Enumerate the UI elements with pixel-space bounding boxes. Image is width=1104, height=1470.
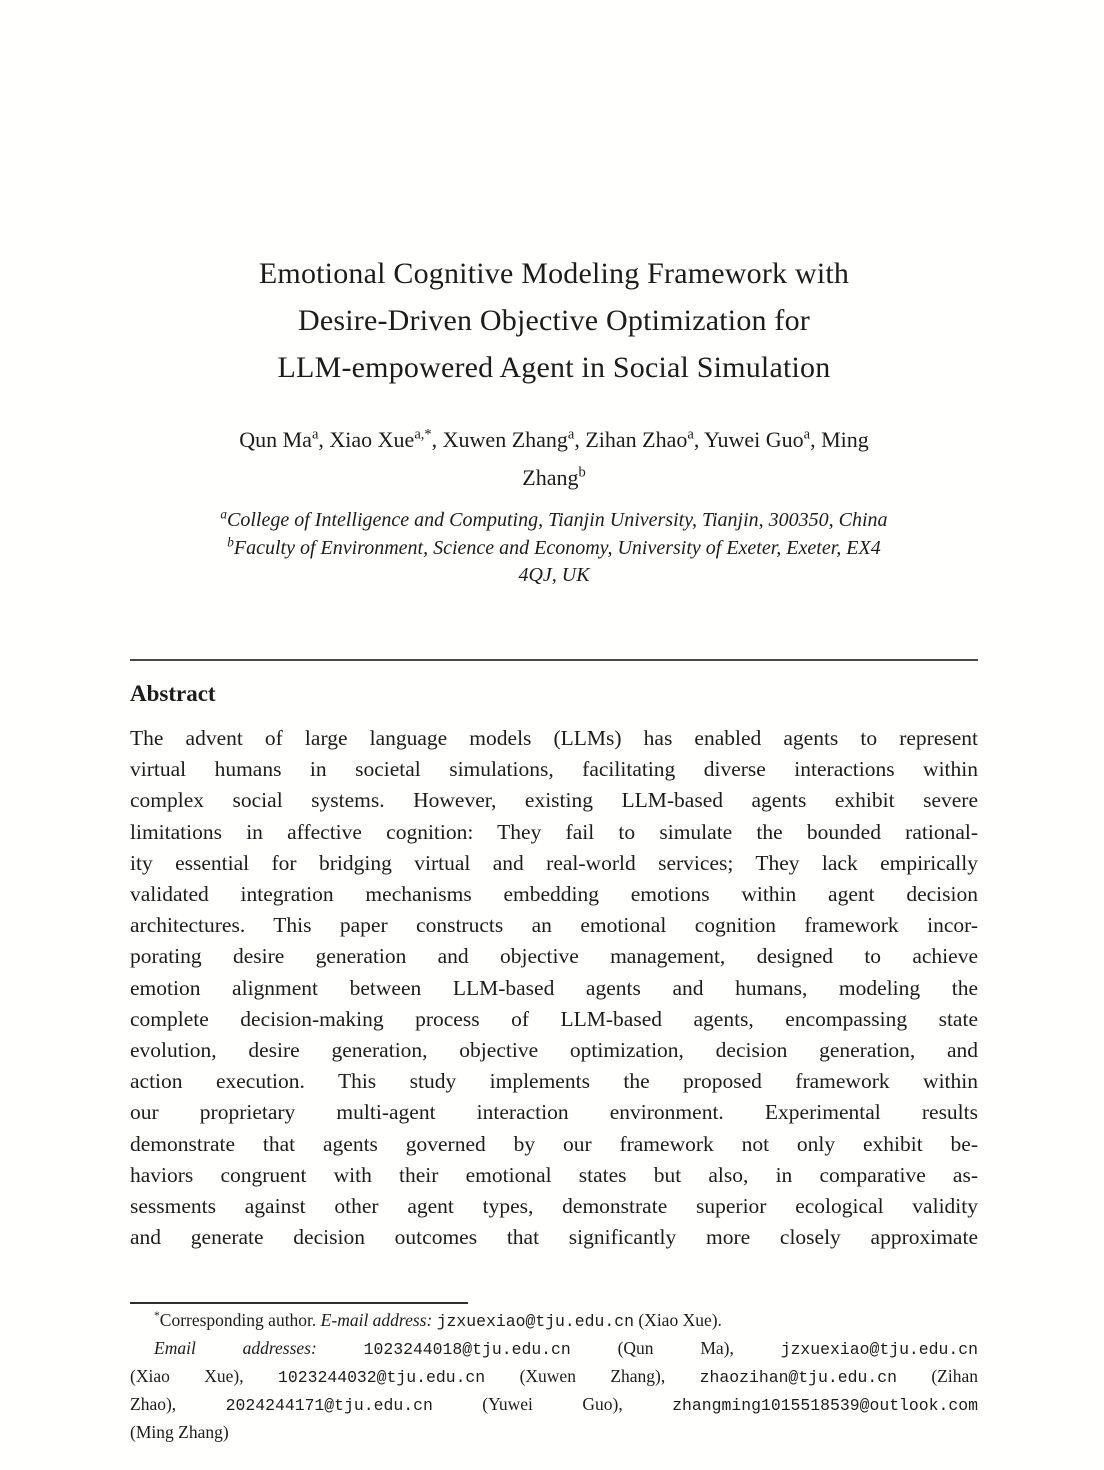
email-text: jzxuexiao@tju.edu.cn <box>436 1312 634 1331</box>
text-segment: a <box>803 426 811 443</box>
footnote-line <box>130 1335 978 1363</box>
email-text: 1023244018@tju.edu.cn <box>363 1340 571 1359</box>
text-segment: , Xiao Xue <box>318 427 415 452</box>
text-segment: b <box>578 464 586 481</box>
text-segment: and generate decision outcomes that significantly more closely approximate <box>130 1225 978 1250</box>
text-segment: (Zihan <box>896 1366 979 1386</box>
abstract-line <box>130 973 978 1004</box>
abstract-line <box>130 1097 978 1128</box>
abstract-line <box>130 879 978 910</box>
text-segment: architectures. This paper constructs an emotional cognition framework incor- <box>130 913 978 938</box>
text-segment: Zhao), <box>130 1394 226 1414</box>
author-line <box>130 459 978 497</box>
text-segment: a <box>220 506 228 522</box>
text-segment: virtual humans in societal simulations, facilitating diverse interactions within <box>130 757 978 782</box>
text-segment: Faculty of Environment, Science and Economy, University of Exeter, Exeter, EX4 <box>233 536 881 559</box>
text-segment: haviors congruent with their emotional states but also, in comparative as- <box>130 1162 978 1187</box>
email-text: 1023244032@tju.edu.cn <box>278 1368 486 1387</box>
text-segment: Corresponding author. <box>159 1310 321 1330</box>
text-segment: limitations in affective cognition: They fail to simulate the bounded rational- <box>130 819 978 844</box>
text-segment: * <box>154 1310 160 1323</box>
footnote-line <box>130 1307 978 1335</box>
text-segment: (Qun Ma), <box>570 1338 781 1358</box>
abstract-line <box>130 1160 978 1191</box>
text-segment: 4QJ, UK <box>518 564 590 586</box>
text-segment: The advent of large language models (LLMs) has enabled agents to represent <box>130 726 978 750</box>
text-segment: porating desire generation and objective management, designed to achieve <box>130 944 978 969</box>
text-segment: , Yuwei Guo <box>693 427 804 452</box>
text-segment: College of Intelligence and Computing, Tianjin University, Tianjin, 300350, China <box>227 509 888 531</box>
text-segment: complete decision-making process of LLM-based agents, encompassing state <box>130 1006 978 1031</box>
text-segment: Zhang <box>522 465 579 490</box>
text-segment: emotion alignment between LLM-based agents and humans, modeling the <box>130 975 978 1000</box>
text-segment: E-mail address: <box>320 1310 437 1330</box>
abstract-text <box>130 723 978 1253</box>
email-text: jzxuexiao@tju.edu.cn <box>780 1340 978 1359</box>
corresponding-author-footnote <box>130 1307 978 1446</box>
affiliation-list <box>130 507 978 590</box>
abstract-line <box>130 754 978 785</box>
text-segment: action execution. This study implements the proposed framework within <box>130 1069 978 1094</box>
text-segment: demonstrate that agents governed by our framework not only exhibit be- <box>130 1131 978 1156</box>
abstract-line <box>130 723 978 754</box>
text-segment: Email addresses: <box>154 1338 364 1358</box>
text-segment: a <box>687 426 694 443</box>
text-segment: Desire-Driven Objective Optimization for <box>298 304 810 337</box>
abstract-line <box>130 1191 978 1222</box>
abstract-heading: Abstract <box>130 681 216 706</box>
text-segment: (Xiao Xue), <box>130 1366 279 1386</box>
abstract-line <box>130 1035 978 1066</box>
author-list <box>130 421 978 497</box>
footnote-line <box>130 1391 978 1419</box>
email-text: zhangming1015518539@outlook.com <box>672 1396 978 1415</box>
abstract-line <box>130 1222 978 1253</box>
text-segment: (Xiao Xue). <box>633 1310 722 1330</box>
text-segment: b <box>227 533 234 549</box>
text-segment: evolution, desire generation, objective optimization, decision generation, and <box>130 1038 978 1063</box>
text-segment: , Ming <box>810 427 869 452</box>
email-text: zhaozihan@tju.edu.cn <box>699 1368 897 1387</box>
abstract-line <box>130 1066 978 1097</box>
footnote-line <box>130 1363 978 1391</box>
text-segment: our proprietary multi-agent interaction environment. Experimental results <box>130 1100 978 1125</box>
abstract-top-rule <box>130 659 978 661</box>
affiliation-line <box>130 562 978 590</box>
abstract-line <box>130 941 978 972</box>
abstract-line <box>130 848 978 879</box>
footnote-line <box>130 1419 978 1446</box>
text-segment: , Zihan Zhao <box>574 427 688 452</box>
paper-title <box>130 250 978 391</box>
text-segment: , Xuwen Zhang <box>431 427 568 452</box>
abstract-line <box>130 785 978 816</box>
text-segment: (Yuwei Guo), <box>432 1394 673 1414</box>
text-segment: Emotional Cognitive Modeling Framework with <box>258 257 850 290</box>
text-segment: complex social systems. However, existing LLM-based agents exhibit severe <box>130 788 978 813</box>
affiliation-line <box>130 535 978 563</box>
text-segment: (Xuwen Zhang), <box>485 1366 700 1386</box>
email-text: 2024244171@tju.edu.cn <box>225 1396 433 1415</box>
abstract-line <box>130 1004 978 1035</box>
text-segment: LLM-empowered Agent in Social Simulation <box>277 351 831 384</box>
footnote-rule <box>130 1302 468 1304</box>
text-segment: a <box>311 426 319 443</box>
text-segment: validated integration mechanisms embedding emotions within agent decision <box>130 882 978 907</box>
paper-title-line <box>130 250 978 297</box>
text-segment: ity essential for bridging virtual and real-world services; They lack empirically <box>130 850 978 875</box>
text-segment: a <box>567 426 575 443</box>
text-segment: Qun Ma <box>239 427 312 452</box>
abstract-line <box>130 910 978 941</box>
abstract-line <box>130 817 978 848</box>
author-line <box>130 421 978 459</box>
affiliation-line <box>130 507 978 535</box>
abstract-line <box>130 1129 978 1160</box>
text-segment: a,* <box>414 426 432 443</box>
paper-title-line <box>130 344 978 391</box>
text-segment: (Ming Zhang) <box>130 1422 229 1442</box>
paper-title-line <box>130 297 978 344</box>
text-segment: sessments against other agent types, demonstrate superior ecological validity <box>130 1194 978 1219</box>
